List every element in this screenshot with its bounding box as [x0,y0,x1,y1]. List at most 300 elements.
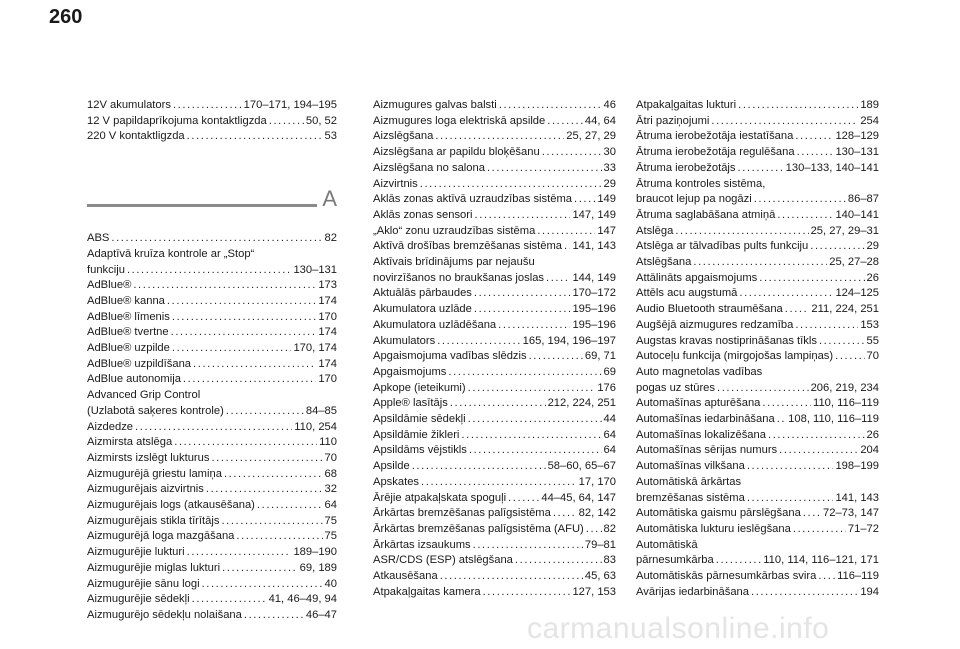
index-entry [373,224,616,240]
index-entry-pages: 110, 116–119 [813,397,879,410]
index-entry-pages: 75 [324,514,337,527]
index-entry-term: Augšējā aizmugures redzamība [636,318,794,331]
index-entry-term: 220 V kontaktligzda [87,130,185,143]
dot-leader [675,224,808,240]
index-entry-term: AdBlue® tvertne [87,326,169,339]
index-entry-term: Akumulatora uzlāde [373,303,472,316]
dot-leader [515,553,602,569]
dot-leader [759,271,864,287]
index-entry-row [87,114,337,130]
index-entry-pages: 55 [866,334,879,347]
index-entry-row [87,98,337,114]
index-entry [87,114,337,130]
index-entry-pages: 64 [603,428,616,441]
index-entry [636,443,879,459]
index-entry [87,247,337,278]
index-entry-term: AdBlue® uzpildīšana [87,357,192,370]
index-entry-pages: 26 [866,428,879,441]
index-entry-term: Ātruma ierobežotāja regulēšana [636,146,795,159]
index-entry-pages: 141, 143 [572,240,616,253]
index-entry-pages: 153 [860,318,879,331]
index-entry-pages: 124–125 [835,287,879,300]
dot-leader [553,506,577,522]
index-entry-pages: 204 [860,444,879,457]
index-entry-term: Aizslēgšana no salona [373,161,485,174]
index-entry-term: Aizslēgšana ar papildu bloķēšanu [373,146,540,159]
index-entry-pages: 170–171, 194–195 [243,99,337,111]
index-entry [373,522,616,538]
dot-leader [795,318,858,334]
index-entry-row [373,396,616,412]
dot-leader [468,381,596,397]
index-entry-row [87,263,337,279]
index-entry [636,177,879,208]
index-entry-term: Apsildāmie žikleri [373,428,460,441]
dot-leader [440,569,583,585]
index-entry [636,129,879,145]
index-entry-row [636,506,879,522]
index-entry [87,129,337,145]
index-entry-term: Apgaismojuma vadības slēdzis [373,350,527,363]
index-entry-row [636,553,879,569]
index-entry-row [87,294,337,310]
index-entry-term: funkciju [87,263,125,276]
index-entry-row [87,278,337,294]
index-entry-term: ASR/CDS (ESP) atslēgšana [373,554,513,567]
index-entry-term: Atslēga [636,224,674,237]
index-entry-pages: 141, 143 [835,491,879,504]
index-entry-pages: 170–172 [572,287,616,300]
index-entry-row [636,349,879,365]
dot-leader [211,451,322,467]
index-entry [373,177,616,193]
index-entry-pages: 127, 153 [572,585,616,598]
index-entry-term: Automātiska lukturu ieslēgšana [636,522,791,535]
index-entry-row [87,310,337,326]
dot-leader [819,334,865,350]
index-entry [636,318,879,334]
index-entry-pages: 206, 219, 234 [810,381,879,394]
index-entry-row [373,365,616,381]
index-entry-pages: 71–72 [847,522,879,535]
index-entry-row [87,482,337,498]
index-entry-pages: 189–190 [293,546,337,559]
index-entry [87,451,337,467]
index-entry-term: Aizmugurējo sēdekļu nolaišana [87,608,242,621]
index-entry-term: Ārkārtas izsaukums [373,538,471,551]
index-entry-pages: 84–85 [305,404,337,417]
index-entry-term: Akumulatora uzlādēšana [373,318,497,331]
index-entry-term: Ārējie atpakaļskata spoguļi [373,491,507,504]
index-entry-row [373,114,616,130]
index-entry-term: Aizmugurējais stikla tīrītājs [87,514,220,527]
dot-leader [747,491,834,507]
index-entry-term: novirzīšanos no braukšanas joslas [373,271,545,284]
dot-leader [738,98,858,114]
index-entry [373,286,616,302]
index-entry-row [636,114,879,130]
dot-leader [412,459,546,475]
index-entry-row [636,286,879,302]
index-entry [373,192,616,208]
dot-leader [244,608,304,624]
dot-leader [224,467,323,483]
index-column-2 [373,98,616,601]
index-entry-term: AdBlue® uzpilde [87,342,170,355]
index-entry [87,310,337,326]
index-entry [373,381,616,397]
index-entry-term: Aizdedze [87,420,134,433]
index-entry-row [373,459,616,475]
index-entry-term: Ārkārtas bremzēšanas palīgsistēma [373,507,551,520]
index-entry-pages: 147, 149 [572,208,616,221]
index-entry-pages: 110, 114, 116–121, 171 [763,554,879,567]
index-entry-pages: 110, 254 [294,420,337,433]
index-entry [636,522,879,538]
index-entry-row [87,420,337,436]
index-entry-term: Ātri paziņojumi [636,114,710,127]
index-entry-row [636,443,879,459]
index-entry [87,420,337,436]
index-entry-row [636,255,879,271]
index-entry-term: Aizmugurējais logs (atkausēšana) [87,499,255,512]
index-entry-pages: 69, 189 [299,561,337,574]
index-entry-row [373,412,616,428]
index-entry [87,545,337,561]
index-entry [636,412,879,428]
section-header [87,165,337,231]
dot-leader [206,482,323,498]
index-entry-pages: 86–87 [847,193,879,206]
index-entry-term: Avārijas iedarbināšana [636,585,749,598]
index-entry-term: Apsilde [373,460,410,473]
index-entry-term: Aizslēgšana [373,130,434,143]
index-entry-row [373,177,616,193]
dot-leader [420,177,602,193]
index-entry-row [636,302,879,318]
index-entry-row [373,569,616,585]
index-entry [87,231,337,247]
index-entry [636,114,879,130]
index-entry-line: Ātruma kontroles sistēma, [636,177,766,190]
index-entry-pages: 17, 170 [578,475,616,488]
index-entry [373,114,616,130]
index-entry [636,506,879,522]
index-entry-term: Aizmugurējais aizvirtnis [87,483,204,496]
index-entry [373,491,616,507]
index-entry-row [87,514,337,530]
index-entry-pages: 30 [603,146,616,159]
index-entry-row [87,435,337,451]
index-entry-term: „Aklo“ zonu uzraudzības sistēma [373,224,536,237]
index-entry-pages: 211, 224, 251 [811,303,879,316]
index-entry-term: (Uzlabotā saķeres kontrole) [87,404,224,417]
index-entry-row [373,318,616,334]
index-entry [373,145,616,161]
dot-leader [546,271,570,287]
index-entry [87,498,337,514]
index-entry-term: pogas uz stūres [636,381,715,394]
dot-leader [473,538,583,554]
index-entry-pages: 41, 46–49, 94 [268,593,337,606]
index-entry-row [87,545,337,561]
index-entry-row [636,271,879,287]
index-entry-pages: 144, 149 [572,271,616,284]
index-entry-pages: 64 [324,499,337,512]
index-entry-term: Automašīnas vilkšana [636,460,745,473]
index-entry-term: Aizmugurējie lukturi [87,546,185,559]
index-entry-term: Autoceļu funkcija (mirgojošas lampiņas) [636,350,834,363]
index-entry [373,459,616,475]
index-entry [636,334,879,350]
watermark: carmanualsonline.info [527,612,830,645]
dot-leader [193,357,316,373]
index-entry-term: Automātiskās pārnesumkārbas svira [636,570,817,583]
index-entry-row [636,318,879,334]
index-entry [87,372,337,388]
dot-leader [226,404,304,420]
index-entry-pages: 174 [318,357,337,370]
index-entry-row [373,475,616,491]
index-entry-pages: 33 [603,161,616,174]
dot-leader [187,129,323,145]
dot-leader [111,231,322,247]
index-entry [636,475,879,506]
index-entry [373,475,616,491]
dot-leader [818,569,835,585]
index-entry-row [373,208,616,224]
index-entry-pages: 32 [324,483,337,496]
index-entry-pages: 140–141 [835,208,879,221]
index-entry-pages: 195–196 [572,303,616,316]
index-entry-term: Attālināts apgaismojums [636,271,758,284]
index-entry-term: Automātiska gaismu pārslēgšana [636,507,801,520]
dot-leader [172,341,292,357]
index-entry-term: Aklās zonas sensori [373,208,473,221]
index-entry-pages: 176 [597,381,616,394]
index-entry-term: Aizmirsta atslēga [87,436,173,449]
index-entry-row [87,404,337,420]
index-entry-row [87,467,337,483]
dot-leader [461,428,601,444]
index-entry [373,302,616,318]
index-entry-row [636,522,879,538]
index-entry-row [373,145,616,161]
index-entry-pages: 70 [324,451,337,464]
index-entry-term: Aizmugurējie sānu logi [87,577,200,590]
index-entry-line: Aktīvais brīdinājums par nejaušu [373,256,535,269]
index-entry-term: Apskates [373,475,420,488]
index-entry [373,428,616,444]
index-entry-line: Auto magnetolas vadības [636,365,763,378]
index-entry-row [373,161,616,177]
index-entry-pages: 25, 27–28 [829,256,879,269]
index-entry-term: Audio Bluetooth straumēšana [636,303,783,316]
index-entry-pages: 75 [324,530,337,543]
index-entry-pages: 149 [597,193,616,206]
index-entry-row [373,239,616,255]
dot-leader [448,365,601,381]
dot-leader [499,98,602,114]
index-entry-pages: 130–133, 140–141 [785,161,879,174]
index-entry [636,569,879,585]
index-entry [636,585,879,601]
dot-leader [777,208,833,224]
index-entry-term: 12V akumulators [87,99,171,111]
dot-leader [435,129,564,145]
dot-leader [777,412,786,428]
index-entry [87,341,337,357]
index-entry-pages: 173 [318,279,337,292]
index-entry-pages: 165, 194, 196–197 [522,334,616,347]
index-entry [636,396,879,412]
index-entry-pages: 147 [597,224,616,237]
index-entry-row [636,192,879,208]
index-entry-row [636,98,879,114]
index-entry [373,129,616,145]
dot-leader [835,349,864,365]
index-entry-pages: 29 [866,240,879,253]
index-entry-row [87,592,337,608]
dot-leader [172,310,316,326]
index-entry-row [636,491,879,507]
dot-leader [542,145,602,161]
index-entry-term: Aklās zonas aktīvā uzraudzības sistēma [373,193,572,206]
index-entry-row [636,129,879,145]
dot-leader [793,522,846,538]
index-entry-row [87,498,337,514]
index-entry-row [373,491,616,507]
dot-leader [135,420,292,436]
index-entry-term: Aizmirsts izslēgt lukturus [87,451,210,464]
index-entry-row [636,161,879,177]
index-entry [373,506,616,522]
index-entry-term: Akumulators [373,334,436,347]
index-entry [636,98,879,114]
index-entry [636,302,879,318]
index-entry-pages: 130–131 [293,263,337,276]
dot-leader [711,114,858,130]
index-entry-pages: 108, 110, 116–119 [788,413,879,426]
dot-leader [173,98,242,114]
dot-leader [202,577,323,593]
index-entry-pages: 194 [860,585,879,598]
index-entry-pages: 44–45, 64, 147 [541,491,616,504]
dot-leader [586,522,602,538]
dot-leader [574,192,595,208]
index-entry-row [373,522,616,538]
index-entry-pages: 83 [603,554,616,567]
index-entry-term: Aizmugurējā loga mazgāšana [87,530,235,543]
index-entry [373,412,616,428]
index-entry-pages: 170 [318,310,337,323]
index-entry-pages: 174 [318,294,337,307]
index-entry-pages: 46–47 [305,608,337,621]
index-entry [87,577,337,593]
index-entry-row [373,286,616,302]
index-entry-term: Automašīnas sērijas numurs [636,444,778,457]
dot-leader [468,412,602,428]
index-entry-term: Ātruma ierobežotājs [636,161,736,174]
index-entry [636,459,879,475]
index-entry-row [373,506,616,522]
dot-leader [187,545,292,561]
index-entry-pages: 53 [324,130,337,143]
index-entry-term: Atslēga ar tālvadības pults funkciju [636,240,809,253]
index-entry-row [87,561,337,577]
dot-leader [469,443,602,459]
dot-leader [474,302,571,318]
index-entry [373,553,616,569]
index-entry-row [636,334,879,350]
dot-leader [547,114,583,130]
index-column-1 [87,98,337,624]
index-entry-pages: 130–131 [835,146,879,159]
index-entry-pages: 128–129 [835,130,879,143]
index-entry-row [87,341,337,357]
index-entry-term: ABS [87,232,110,245]
dot-leader [537,224,595,240]
index-entry [636,224,879,240]
index-entry-row [373,98,616,114]
dot-leader [738,161,784,177]
index-entry-term: Attēls acu augstumā [636,287,738,300]
index-entry-row [87,325,337,341]
dot-leader [183,372,316,388]
index-entry-row [636,459,879,475]
index-entry-row [87,231,337,247]
dot-leader [717,381,809,397]
index-entry-row [373,302,616,318]
index-entry-pages: 64 [603,444,616,457]
index-entry [87,482,337,498]
dot-leader [133,278,316,294]
index-entry [373,569,616,585]
index-entry [636,428,879,444]
index-entry-pages: 44 [603,413,616,426]
index-entry-row [87,357,337,373]
index-entry-row [636,412,879,428]
index-entry-row [87,129,337,145]
index-entry-row [373,538,616,554]
index-entry-term: Apsildāmie sēdekļi [373,413,466,426]
index-entry [373,443,616,459]
index-entry [87,357,337,373]
index-entry-pages: 170, 174 [293,342,337,355]
index-entry [87,592,337,608]
index-entry-term: Apple® lasītājs [373,397,448,410]
dot-leader [421,475,577,491]
index-entry-row [87,577,337,593]
index-entry-row [373,349,616,365]
index-entry [373,538,616,554]
index-entry-term: Ātruma saglabāšana atmiņā [636,208,776,221]
index-column-3 [636,98,879,601]
index-entry [636,145,879,161]
index-entry-term: Aizmugurējie sēdekļi [87,593,190,606]
index-entry [87,98,337,114]
index-entry-row [636,224,879,240]
index-entry-row [636,145,879,161]
index-entry [87,514,337,530]
index-entry-pages: 70 [866,350,879,363]
index-group-numeric [87,98,337,145]
index-entry-pages: 40 [324,577,337,590]
index-entry-row [373,443,616,459]
index-entry-term: AdBlue® [87,279,132,292]
dot-leader [487,161,602,177]
index-entry-term: AdBlue® līmenis [87,310,170,323]
